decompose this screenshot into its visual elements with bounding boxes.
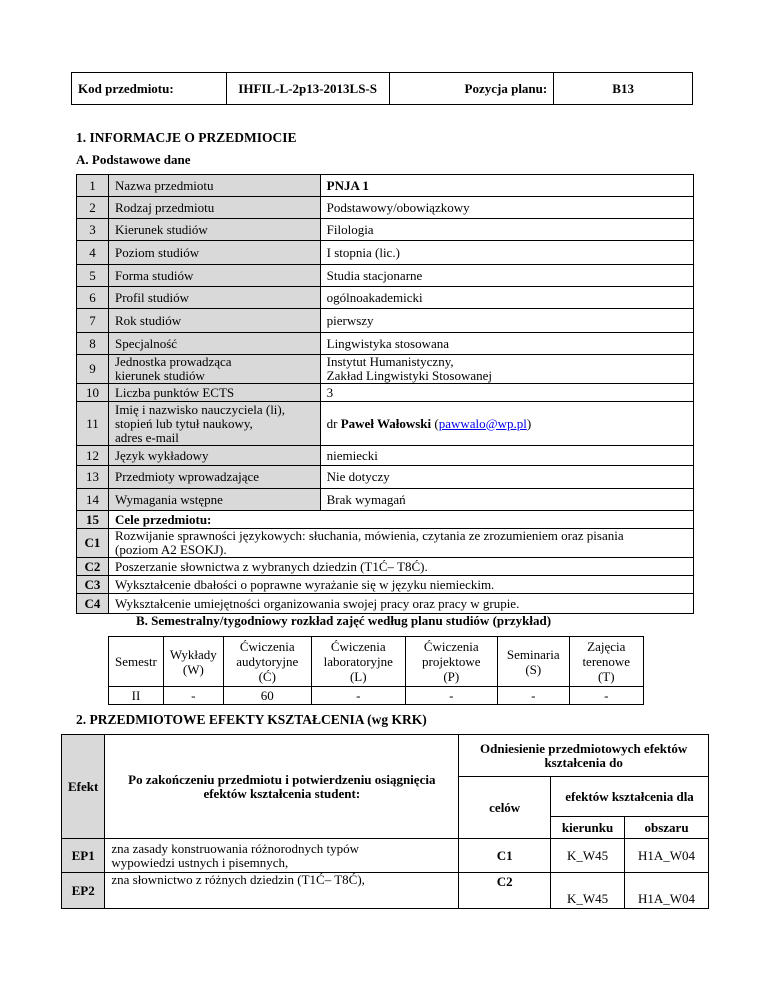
outcomes-table [61, 734, 709, 909]
row-value: niemiecki [320, 446, 693, 466]
hours-value: - [163, 687, 223, 705]
hours-value: - [311, 687, 405, 705]
hours-value: - [497, 687, 569, 705]
column-header-audytoryjne [223, 637, 311, 687]
row-value: Podstawowy/obowiązkowy [320, 197, 693, 219]
row-label: Rok studiów [108, 309, 320, 333]
row-label: Język wykładowy [108, 446, 320, 466]
row-number: 1 [77, 175, 109, 197]
label-line: Imię i nazwisko nauczyciela (li), [114, 401, 285, 417]
goals-number: 15 [77, 511, 109, 529]
row-number: 14 [77, 489, 109, 511]
kierunku-header: kierunku [551, 817, 625, 839]
row-label: Wymagania wstępne [108, 489, 320, 511]
label-line: Jednostka prowadząca [114, 354, 232, 369]
column-header-line: Ćwiczenia [330, 639, 386, 654]
row-label: Liczba punktów ECTS [108, 384, 320, 402]
row-value: Brak wymagań [320, 489, 693, 511]
header-line: Po zakończeniu przedmiotu i potwierdzeniu osiągnięcia [128, 771, 436, 787]
teacher-name: Paweł Wałowski [340, 415, 432, 431]
row-number: 11 [77, 402, 109, 446]
row-number: 5 [77, 265, 109, 287]
row-number: 13 [77, 466, 109, 489]
pozycja-label: Pozycja planu: [389, 73, 554, 105]
column-header-line: Ćwiczenia [423, 639, 479, 654]
efektow-header: efektów kształcenia dla [551, 777, 709, 817]
column-header-code: (L) [349, 669, 367, 684]
row-number: 9 [77, 355, 109, 384]
celow-header: celów [459, 777, 551, 839]
column-header-seminaria [497, 637, 569, 687]
outcome-line: wypowiedzi ustnych i pisemnych, [111, 854, 289, 870]
semestr-header: Semestr [109, 637, 164, 687]
row-number: 3 [77, 219, 109, 241]
column-header-line: Wykłady [169, 646, 217, 662]
section-1-title: 1. INFORMACJE O PRZEDMIOCIE [76, 130, 297, 145]
row-value: pierwszy [320, 309, 693, 333]
row-value: Filologia [320, 219, 693, 241]
goal-code: C3 [77, 576, 109, 594]
goal-line: (poziom A2 ESOKJ). [114, 542, 227, 557]
row-value: Nie dotyczy [320, 466, 693, 489]
goals-title: Cele przedmiotu: [108, 511, 693, 529]
goal-text: Wykształcenie umiejętności organizowania swojej pracy oraz pracy w grupie. [108, 594, 693, 614]
label-line: kierunek studiów [114, 368, 205, 383]
row-number: 8 [77, 333, 109, 355]
row-label [108, 402, 320, 446]
column-header-terenowe [569, 637, 643, 687]
row-number: 4 [77, 241, 109, 265]
column-header-line: Ćwiczenia [239, 639, 295, 654]
column-header-line: projektowe [422, 654, 481, 669]
teacher-email-link[interactable]: pawwalo@wp.pl [438, 415, 527, 431]
row-number: 12 [77, 446, 109, 466]
kod-value: IHFIL-L-2p13-2013LS-S [226, 73, 389, 105]
outcome-obszaru: H1A_W04 [625, 873, 709, 909]
goal-code: C1 [77, 529, 109, 558]
row-value: PNJA 1 [320, 175, 693, 197]
header-line: efektów kształcenia student: [203, 785, 361, 801]
row-number: 10 [77, 384, 109, 402]
row-label: Forma studiów [108, 265, 320, 287]
row-value: Lingwistyka stosowana [320, 333, 693, 355]
goal-code: C2 [77, 558, 109, 576]
schedule-table [108, 636, 644, 705]
outcome-obszaru: H1A_W04 [625, 839, 709, 873]
semestr-value: II [109, 687, 164, 705]
column-header-code: (P) [443, 669, 460, 684]
goal-text [108, 529, 693, 558]
goal-code: C4 [77, 594, 109, 614]
hours-value: - [569, 687, 643, 705]
label-line: adres e-mail [114, 429, 179, 445]
column-header-line: Zajęcia [587, 639, 626, 654]
column-header-wyklady [163, 637, 223, 687]
row-label: Kierunek studiów [108, 219, 320, 241]
row-label: Poziom studiów [108, 241, 320, 265]
outcome-text [105, 839, 459, 873]
row-label: Specjalność [108, 333, 320, 355]
column-header-line: laboratoryjne [323, 654, 393, 669]
row-value: I stopnia (lic.) [320, 241, 693, 265]
row-label: Nazwa przedmiotu [108, 175, 320, 197]
obszaru-header: obszaru [625, 817, 709, 839]
row-number: 7 [77, 309, 109, 333]
goal-text: Wykształcenie dbałości o poprawne wyrażanie się w języku niemieckim. [108, 576, 693, 594]
teacher-title: dr [326, 415, 341, 431]
outcome-code: EP1 [62, 839, 105, 873]
hours-value: - [405, 687, 497, 705]
column-header-code: (T) [597, 669, 615, 684]
efekt-header: Efekt [62, 735, 105, 839]
row-number: 2 [77, 197, 109, 219]
value-line: Zakład Lingwistyki Stosowanej [326, 368, 492, 383]
basic-data-table [76, 174, 694, 614]
column-header-laboratoryjne [311, 637, 405, 687]
reference-header [459, 735, 709, 777]
row-value: 3 [320, 384, 693, 402]
outcome-text: zna słownictwo z różnych dziedzin (T1Ć– T8Ć), [105, 873, 459, 909]
value-line: Instytut Humanistyczny, [326, 354, 454, 369]
row-value: ogólnoakademicki [320, 287, 693, 309]
goal-line: Rozwijanie sprawności językowych: słuchania, mówienia, czytania ze zrozumieniem oraz pisania [114, 528, 624, 543]
kod-label: Kod przedmiotu: [72, 73, 227, 105]
row-value: Studia stacjonarne [320, 265, 693, 287]
outcome-cel: C1 [459, 839, 551, 873]
header-line: Odniesienie przedmiotowych efektów [480, 740, 688, 756]
row-label: Przedmioty wprowadzające [108, 466, 320, 489]
section-a-subtitle: A. Podstawowe dane [76, 152, 191, 167]
label-line: stopień lub tytuł naukowy, [114, 415, 253, 431]
row-label: Rodzaj przedmiotu [108, 197, 320, 219]
outcome-cel: C2 [459, 873, 551, 909]
column-header-projektowe [405, 637, 497, 687]
section-2-title: 2. PRZEDMIOTOWE EFEKTY KSZTAŁCENIA (wg KRK) [76, 712, 427, 727]
row-value [320, 355, 693, 384]
outcome-line: zna zasady konstruowania różnorodnych typów [111, 840, 359, 856]
column-header-code: (Ć) [258, 669, 276, 684]
row-label: Profil studiów [108, 287, 320, 309]
column-header-line: audytoryjne [236, 654, 299, 669]
column-header-code: (W) [182, 661, 204, 677]
column-header-line: terenowe [582, 654, 631, 669]
header-line: kształcenia do [544, 754, 623, 770]
description-header [105, 735, 459, 839]
column-header-code: (S) [525, 661, 542, 677]
row-number: 6 [77, 287, 109, 309]
outcome-kierunku: K_W45 [551, 839, 625, 873]
row-label [108, 355, 320, 384]
column-header-line: Seminaria [506, 646, 560, 662]
teacher-value: dr Paweł Wałowski (pawwalo@wp.pl) [320, 402, 693, 446]
hours-value: 60 [223, 687, 311, 705]
pozycja-value: B13 [554, 73, 693, 105]
section-b-title: B. Semestralny/tygodniowy rozkład zajęć według planu studiów (przykład) [136, 613, 552, 628]
goal-text: Poszerzanie słownictwa z wybranych dziedzin (T1Ć– T8Ć). [108, 558, 693, 576]
header-table [71, 72, 693, 105]
outcome-code: EP2 [62, 873, 105, 909]
outcome-kierunku: K_W45 [551, 873, 625, 909]
